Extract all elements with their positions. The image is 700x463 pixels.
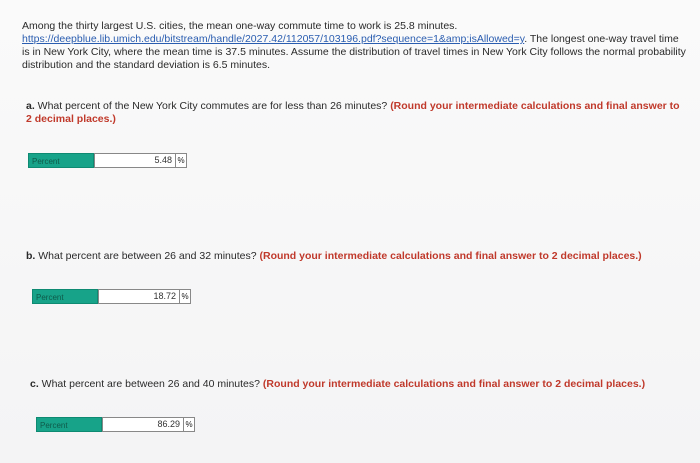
intro-text-continued: . The longest one-way travel time is in New York City, where the mean time is 37.5 minutes. Assume the distribution of travel times in New York City follows the normal probability distribution and the standard deviation is 6.5 minutes. <box>22 33 686 71</box>
question-number: a. <box>26 100 35 112</box>
answer-label: Percent <box>32 289 98 304</box>
answer-label: Percent <box>36 417 102 432</box>
answer-input[interactable]: 18.72 <box>98 289 180 304</box>
question-number: b. <box>26 250 36 262</box>
question-b <box>26 250 686 263</box>
answer-label: Percent <box>28 153 94 168</box>
percent-unit: % <box>180 289 191 304</box>
question-a <box>26 100 686 126</box>
question-number: c. <box>30 378 39 390</box>
answer-row-a <box>28 153 187 168</box>
percent-unit: % <box>184 417 195 432</box>
rounding-note: (Round your intermediate calculations and final answer to 2 decimal places.) <box>262 378 646 390</box>
question-text: What percent are between 26 and 32 minutes? <box>35 250 260 262</box>
question-text: What percent of the New York City commutes are for less than 26 minutes? <box>34 100 391 112</box>
question-text: What percent are between 26 and 40 minutes? <box>38 378 263 390</box>
question-c <box>30 378 690 391</box>
source-link[interactable]: https://deepblue.lib.umich.edu/bitstream/handle/2027.42/112057/103196.pdf?sequence=1&amp;isAllowed=y <box>22 33 525 45</box>
answer-input[interactable]: 86.29 <box>102 417 184 432</box>
percent-unit: % <box>176 153 187 168</box>
rounding-note: (Round your intermediate calculations and final answer to 2 decimal places.) <box>26 100 680 125</box>
answer-row-c <box>36 417 195 432</box>
rounding-note: (Round your intermediate calculations and final answer to 2 decimal places.) <box>259 250 642 262</box>
answer-input[interactable]: 5.48 <box>94 153 176 168</box>
answer-row-b <box>32 289 191 304</box>
problem-intro <box>22 20 686 72</box>
intro-text: Among the thirty largest U.S. cities, the mean one-way commute time to work is 25.8 minutes. <box>22 20 458 32</box>
